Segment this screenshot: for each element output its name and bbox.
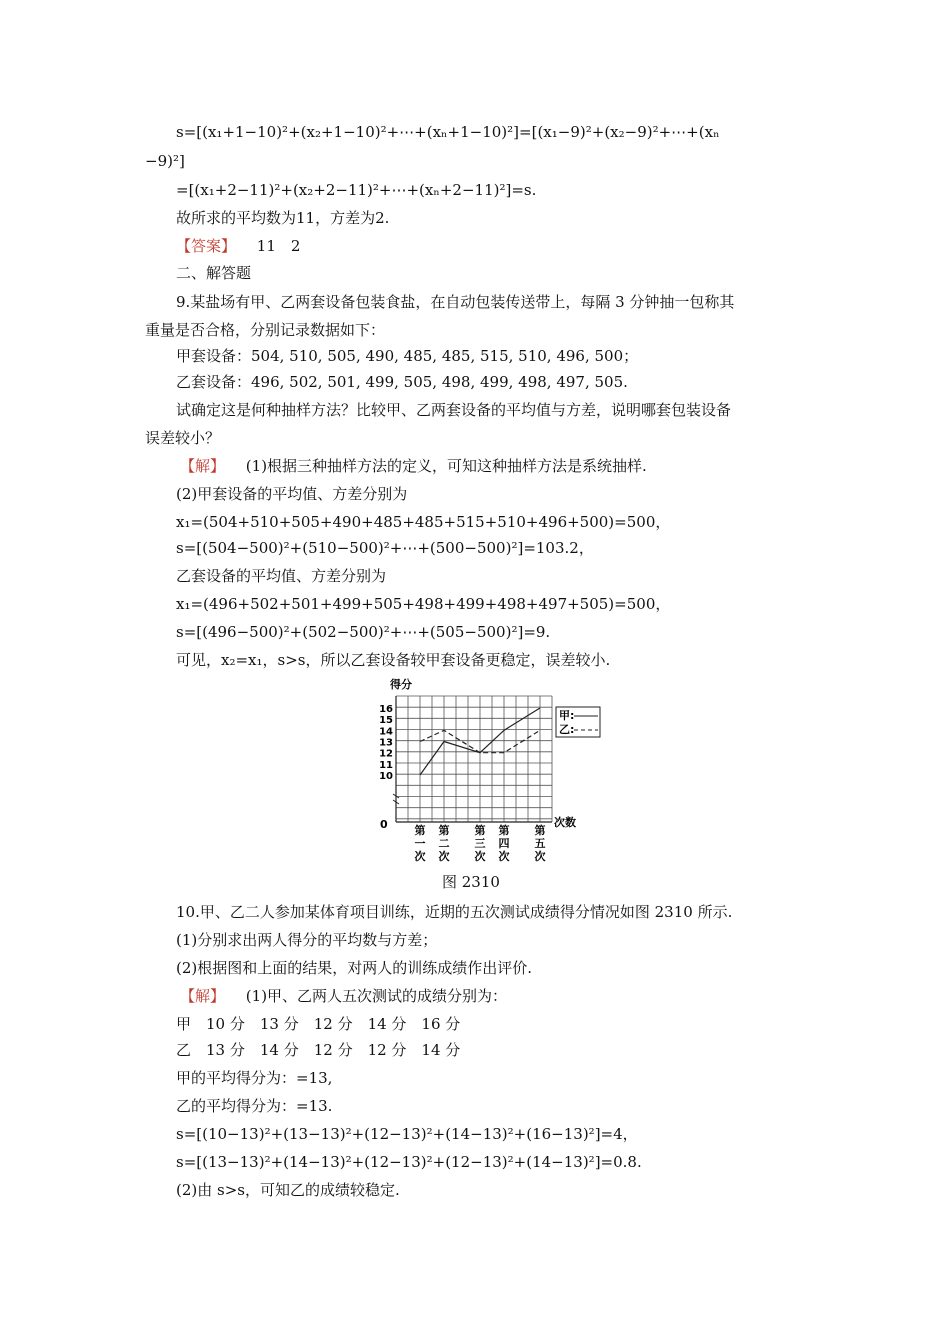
x-tick-label: 第二次 [438,824,450,863]
legend-label-a: 甲: [559,709,575,722]
y-axis-label: 得分 [390,678,412,691]
y-tick-label: 10 [379,771,393,782]
origin-label: 0 [380,818,388,831]
x-tick-label: 第一次 [414,824,426,863]
y-tick-label: 14 [379,726,393,738]
solution-line: 【解】 (1)根据三种抽样方法的定义，可知这种抽样方法是系统抽样. [180,457,647,475]
solution-line: (2)甲套设备的平均值、方差分别为 [176,485,408,503]
x-tick-label: 第五次 [534,824,546,863]
solution-line: x₁=(504+510+505+490+485+485+515+510+496+500)=500， [176,513,671,531]
solution-line: 甲的平均得分为：=13, [176,1069,333,1087]
answer-value: 11 2 [256,237,301,255]
question-10-part: (2)根据图和上面的结果，对两人的训练成绩作出评价. [176,959,533,977]
x-tick-labels [415,823,546,863]
solution-line: s=[(10−13)²+(13−13)²+(12−13)²+(14−13)²+(16−13)²]=4， [176,1125,638,1143]
x-tick-label: 第四次 [498,824,510,863]
y-tick-label: 12 [379,748,393,760]
x-tick-label: 第三次 [474,824,486,863]
y-tick-label: 11 [379,759,393,771]
question-9-stem: 重量是否合格，分别记录数据如下： [145,321,386,339]
question-9-stem: 9.某盐场有甲、乙两套设备包装食盐，在自动包装传送带上，每隔 3 分钟抽一包称其 [176,293,735,311]
solution-line: s=[(13−13)²+(14−13)²+(12−13)²+(12−13)²+(14−13)²]=0.8. [176,1153,642,1171]
score-row: 乙 13 分 14 分 12 分 12 分 14 分 [176,1041,461,1059]
solution-line: 【解】 (1)甲、乙两人五次测试的成绩分别为： [180,987,508,1005]
solution-line: s=[(504−500)²+(510−500)²+⋯+(500−500)²]=103.2， [176,539,594,557]
solution-line: 乙套设备的平均值、方差分别为 [176,567,387,585]
question-9-data: 乙套设备：496, 502, 501, 499, 505, 498, 499, 498, 497, 505. [176,373,628,391]
question-10-stem: 10.甲、乙二人参加某体育项目训练，近期的五次测试成绩得分情况如图 2310 所示. [176,903,733,921]
solution-line: 乙的平均得分为：=13. [176,1097,333,1115]
y-tick-labels [379,704,393,782]
solution-tag: 【解】 [180,987,226,1005]
y-tick-label: 13 [379,737,393,749]
answer-line [176,236,300,256]
question-9-data: 甲套设备：504, 510, 505, 490, 485, 485, 515, 510, 496, 500； [176,347,639,365]
score-line-chart [360,674,620,864]
solution-line: 可见，x₂=x₁，s>s，所以乙套设备较甲套设备更稳定，误差较小. [176,651,611,669]
x-axis-label: 次数 [554,816,576,829]
solution-line: x₁=(496+502+501+499+505+498+499+498+497+505)=500， [176,595,671,613]
solution-line: s=[(x₁+1−10)²+(x₂+1−10)²+⋯+(xₙ+1−10)²]=[(x₁−9)²+(x₂−9)²+⋯+(xₙ [176,123,720,141]
y-tick-label: 15 [379,715,393,727]
figure-caption: 图 2310 [442,873,500,891]
question-9-ask: 试确定这是何种抽样方法？比较甲、乙两套设备的平均值与方差，说明哪套包装设备 [176,401,732,419]
answer-tag: 【答案】 [176,237,237,255]
section-title: 二、解答题 [176,264,252,282]
legend-label-b: 乙: [559,723,575,736]
chart-svg [360,674,620,864]
legend [556,707,600,737]
solution-line: =[(x₁+2−11)²+(x₂+2−11)²+⋯+(xₙ+2−11)²]=s. [176,181,537,199]
question-10-part: (1)分别求出两人得分的平均数与方差； [176,931,438,949]
score-row: 甲 10 分 13 分 12 分 14 分 16 分 [176,1015,461,1033]
y-tick-label: 16 [379,704,393,715]
solution-tag: 【解】 [180,457,226,475]
solution-line: (2)由 s>s，可知乙的成绩较稳定. [176,1181,400,1199]
solution-line: −9)²] [145,152,185,170]
solution-line: s=[(496−500)²+(502−500)²+⋯+(505−500)²]=9. [176,623,551,641]
solution-line: 故所求的平均数为11，方差为2. [176,209,390,227]
question-9-ask: 误差较小？ [145,429,221,447]
